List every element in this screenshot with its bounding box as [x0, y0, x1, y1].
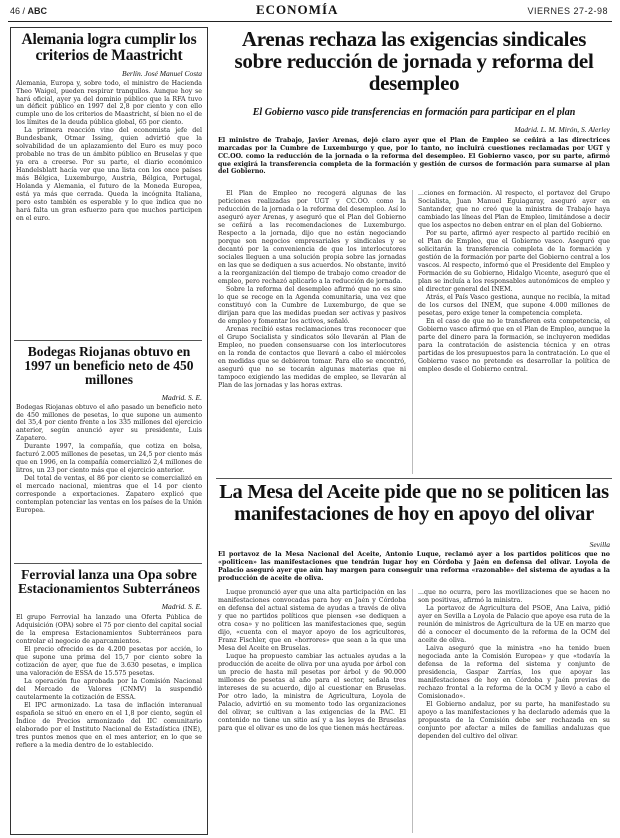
paragraph: La operación fue aprobada por la Comisión Nacional del Mercado de Valores (CNMV) la suspendió cautelarmente la cotización de ESSA.: [16, 678, 202, 702]
article-alemania: [16, 32, 202, 316]
article-bodegas: [16, 345, 202, 552]
article-ferrovial: [16, 568, 202, 810]
article-alemania-byline: Berlín. José Manuel Costa: [122, 68, 202, 78]
paragraph: Luque pronunció ayer que una alta participación en las manifestaciones convocadas para hoy en Jaén y Córdoba en defensa del actual sistema de ayudas a través de oliva y que no partidos políticos que piensen «se dediquen a otra cosa» y no politicen las manifestaciones que, según dijo, «cuenta con el mayor apoyo de los agricultores, Franz Fischler, que en «horrores» que sean a la que una Mesa del Aceite en Bruselas.: [218, 589, 406, 652]
article-bodegas-headline: Bodegas Riojanas obtuvo en 1997 un beneficio neto de 450 millones: [24, 344, 194, 388]
header-separator: /: [22, 6, 28, 16]
paragraph: Durante 1997, la compañía, que cotiza en bolsa, facturó 2.005 millones de pesetas, un 24,5 por ciento más que en 1996, en la compañía comercializó 2,4 millones de litros, un 23 por ciento más que el ejercicio anterior.: [16, 443, 202, 475]
issue-date: VIERNES 27-2-98: [527, 6, 608, 16]
article-aceite-headline: La Mesa del Aceite pide que no se politicen las manifestaciones de hoy en apoyo del olivar: [219, 481, 609, 525]
paragraph: Alemania, Europa y, sobre todo, el ministro de Hacienda Theo Waigel, pueden respirar tranquilos. Aunque hoy se hará oficial, ayer ya del dominio público que la RFA tuvo un déficit público en 1997 del 2,8 por ciento y con ello cumple uno de los criterios de Maastricht, sí bien no el de los límites de la deuda pública global, 65 por ciento.: [16, 79, 202, 127]
paragraph: ...que no ocurra, pero las movilizaciones que se hacen no son positivas, afirmó la ministra.: [418, 589, 610, 604]
header-rule: [8, 21, 612, 22]
article-arenas-lead: El ministro de Trabajo, Javier Arenas, dejó claro ayer que el Plan de Empleo se ceñirá a las directrices marcadas por la Cumbre de Luxemburgo y que, por lo tanto, no incluirá cuestiones reclamadas por UGT y CC.OO. como la reducción de la jornada o la reforma del desempleo. El Gobierno vasco, por su parte, afirmó que exigirá la transferencia completa de la formación y gestión de cursos de formación para sumarse al plan del Gobierno.: [218, 137, 610, 176]
page-number: [10, 6, 47, 16]
page-number-value: 46: [10, 6, 21, 16]
paragraph: En el caso de que no le transfieren esta competencia, el Gobierno vasco afirmó que en el Plan de Empleo, aunque la parte del dinero para la formación, se incluyeron medidas para la contratación de asistencia técnica y en otras partidas de los presupuestos para la contratación. Lo que el Gobierno vasco no pretende es desarrollar la política de empleo desde el Gobierno central.: [418, 317, 610, 373]
column-divider: [412, 589, 413, 833]
article-arenas-byline: Madrid. L. M. Mirón, S. Alerley: [514, 125, 610, 134]
paragraph: El Gobierno andaluz, por su parte, ha manifestado su apoyo a las manifestaciones y ha declarado además que la propuesta de la Comisión debe ser rechazada en su conjunto por afectar a miles de familias andaluzas que dependen del cultivo del olivar.: [418, 700, 610, 740]
article-alemania-body: [16, 80, 202, 316]
paragraph: El precio ofrecido es de 4.200 pesetas por acción, lo que supone una prima del 15,7 por ciento sobre la cotización de ayer, que fue de 3.630 pesetas, e implica una valoración de ESSA de 15.575 pesetas.: [16, 646, 202, 678]
paragraph: El grupo Ferrovial ha lanzado una Oferta Pública de Adquisición (OPA) sobre el 75 por ciento del capital social de la empresa Estacionamientos Subterráneos para controlar el negocio de aparcamientos.: [16, 614, 202, 646]
article-bodegas-body: [16, 404, 202, 552]
paragraph: El Plan de Empleo no recogerá algunas de las peticiones realizadas por UGT y CC.OO. como la reducción de la jornada o la reforma del desempleo. Así lo aseguró ayer Arenas, y aseguró que el Plan del Gobierno se ceñirá a las recomendaciones de Luxemburgo. Respecto a la jornada, dijo que no están negociando porque son negocios empresariales y sindicales y se decantó por la conveniencia de que los interlocutores sociales lleguen a una solución propia sobre las jornadas en las que se dediquen a sus acuerdos. No obstante, invitó a la reorganización del tiempo de trabajo como creador de empleo, pero rechazó aplicarlo a la reducción de jornada.: [218, 190, 406, 285]
article-aceite-lead: El portavoz de la Mesa Nacional del Aceite, Antonio Luque, reclamó ayer a los partidos políticos que no «politicen» las manifestaciones que tendrán lugar hoy en Córdoba y Jaén en defensa del olivar. Loyola de Palacio aseguró ayer que aún hay margen para conseguir una reforma «razonable» del sistema de ayudas a la producción de aceite de oliva.: [218, 551, 610, 582]
column-divider: [412, 190, 413, 474]
paragraph: Arenas recibió estas reclamaciones tras reconocer que el Grupo Socialista y sindicatos sólo llevarán al Plan de Empleo, no pueden consensuarse con los interlocutores en la ronda de contactos que llevará a cabo el miércoles en medidas que se debieron tomar. Para ello se encontró, aseguró que no se tocarán algunas materias que ni tampoco exigiendo las medidas de empleo, se llevarán al Plan de las jornadas y las horas extras.: [218, 325, 406, 389]
divider-left-2: [14, 563, 202, 564]
article-alemania-headline: Alemania logra cumplir los criterios de Maastricht: [21, 31, 197, 65]
paragraph: Atrás, el País Vasco gestiona, aunque no recibía, la mitad de los cursos del INEM, que supone 4.000 millones de pesetas, pero exige tener la competencia completa.: [418, 293, 610, 317]
paragraph: Por su parte, afirmó ayer respecto al partido recibió en el Plan de Empleo, que el Gobierno vasco. Aseguró que solicitarán la transferencia completa de la formación y gestión de la formación por parte del Gobierno central a los vascos. Al respecto, informó que el Presidente del Empleo y Formación de su Gobierno, Hidalgo Vicente, aseguró que el plan se incluía a los responsables autonómicos de empleo y el director general del INEM.: [418, 229, 610, 293]
section-title: ECONOMÍA: [256, 2, 339, 17]
publication-name: ABC: [27, 6, 48, 16]
article-ferrovial-byline: Madrid. S. E.: [161, 602, 202, 612]
article-aceite-byline: Sevilla: [589, 540, 610, 549]
article-arenas-deck: El Gobierno vasco pide transferencias en formación para participar en el plan: [252, 107, 576, 118]
paragraph: El IPC armonizado. La tasa de inflación interanual española se situó en enero en el 1,8 por ciento, según el Índice de Precios armonizado del IIC comunitario elaborado por el Instituto Nacional de Estadística (INE), tres puntos menos que en el mes anterior, en lo que se refiere a la media dentro de lo establecido.: [16, 702, 202, 750]
paragraph: Bodegas Riojanas obtuvo el año pasado un beneficio neto de 450 millones de pesetas, lo que supone un aumento del 35,4 por ciento frente a los 335 millones del ejercicio anterior, según anunció ayer su presidente, Luis Zapatero.: [16, 403, 202, 443]
paragraph: Sobre la reforma del desempleo afirmó que no es sino lo que se recoge en la Agenda comunitaria, una vez que constituyó con la Cumbre de Luxemburgo, de que se dirijan para que las medidas puedan ser activas y pasivos de empleo y fomentar los activos, señaló.: [218, 285, 406, 325]
article-ferrovial-headline: Ferrovial lanza una Opa sobre Estacionamientos Subterráneos: [18, 567, 200, 597]
paragraph: La primera reacción vino del economista jefe del Bundesbank, Otmar Issing, quien advirtió que la solvabilidad de un aplazamiento del Euro es muy poco probable no tras de un ámbito público en Bruselas y que ya era a creerse. Por su parte, el diario económico Handelsblatt hacía ver que una lista con los once países más Bélgica, Luxemburgo, Austria, Bélgica, Portugal, Holanda y Alemania, el futuro de la Moneda Europea, está ya más que cerrada. Queda la incógnita Italiana, pero esto también es esperable y lo que indica que no hará falta un gran esfuerzo para que muchos participen en el euro.: [16, 127, 202, 223]
article-aceite-col2: [418, 589, 610, 833]
article-bodegas-byline: Madrid. S. E.: [161, 392, 202, 402]
paragraph: La portavoz de Agricultura del PSOE, Ana Laiva, pidió ayer en Sevilla a Loyola de Palacio que apoye esa ruta de la reunión de ministros de Agricultura de la UE en marzo que dé a conocer el documento de la reforma de la OCM del aceite de oliva.: [418, 604, 610, 644]
article-arenas-headline: Arenas rechaza las exigencias sindicales sobre reducción de jornada y reforma del desempleo: [234, 27, 594, 96]
article-aceite-col1: [218, 589, 406, 833]
article-arenas-col1: [218, 190, 406, 474]
paragraph: Del total de ventas, el 86 por ciento se comercializó en el mercado nacional, mientras que el 14 por ciento corresponde a exportaciones. Zapatero explicó que contemplan potenciar las ventas en los países de la Unión Europea.: [16, 475, 202, 515]
paragraph: Laiva aseguró que la ministra «no ha tenido buen negociada ante la Comisión Europea» y que «todavía la defensa de la reforma del sistema y conjunto de presidencia, Gaspar Zarrías, los que apoyar las manifestaciones de hoy en Córdoba y Jaén previas de rechazo frontal a la reforma de la OCM y llevó a cabo el Comisionado».: [418, 644, 610, 700]
paragraph: Luque ha propuesto cambiar las actuales ayudas a la producción de aceite de oliva por una ayuda por árbol con un precio de hasta mil pesetas por árbol y de 90.000 millones de pesetas al año para el sector, señala tres intereses de su acuerdo, dijo al cuestionar en Bruselas. Por otro lado, la ministra de Agricultura, Loyola de Palacio, advirtió en su momento todo las organizaciones del olivar, se cultivan a las exigencias de la PAC. El contenido no tiene un sitio así y a las leyes de Bruselas para que el olivar es uno de los que tienen más hectáreas.: [218, 652, 406, 732]
divider-left-1: [14, 340, 202, 341]
paragraph: ...ciones en formación. Al respecto, el portavoz del Grupo Socialista, Juan Manuel Eguiagaray, aseguró ayer en Santander, que no creó que la ministra de Trabajo haya cambiado las líneas del Plan de Empleo, limitándose a decir que los aspectos no deben entrar en el plan del Gobierno.: [418, 190, 610, 229]
divider-main: [216, 478, 612, 479]
article-ferrovial-body: [16, 614, 202, 810]
article-arenas-col2: [418, 190, 610, 474]
